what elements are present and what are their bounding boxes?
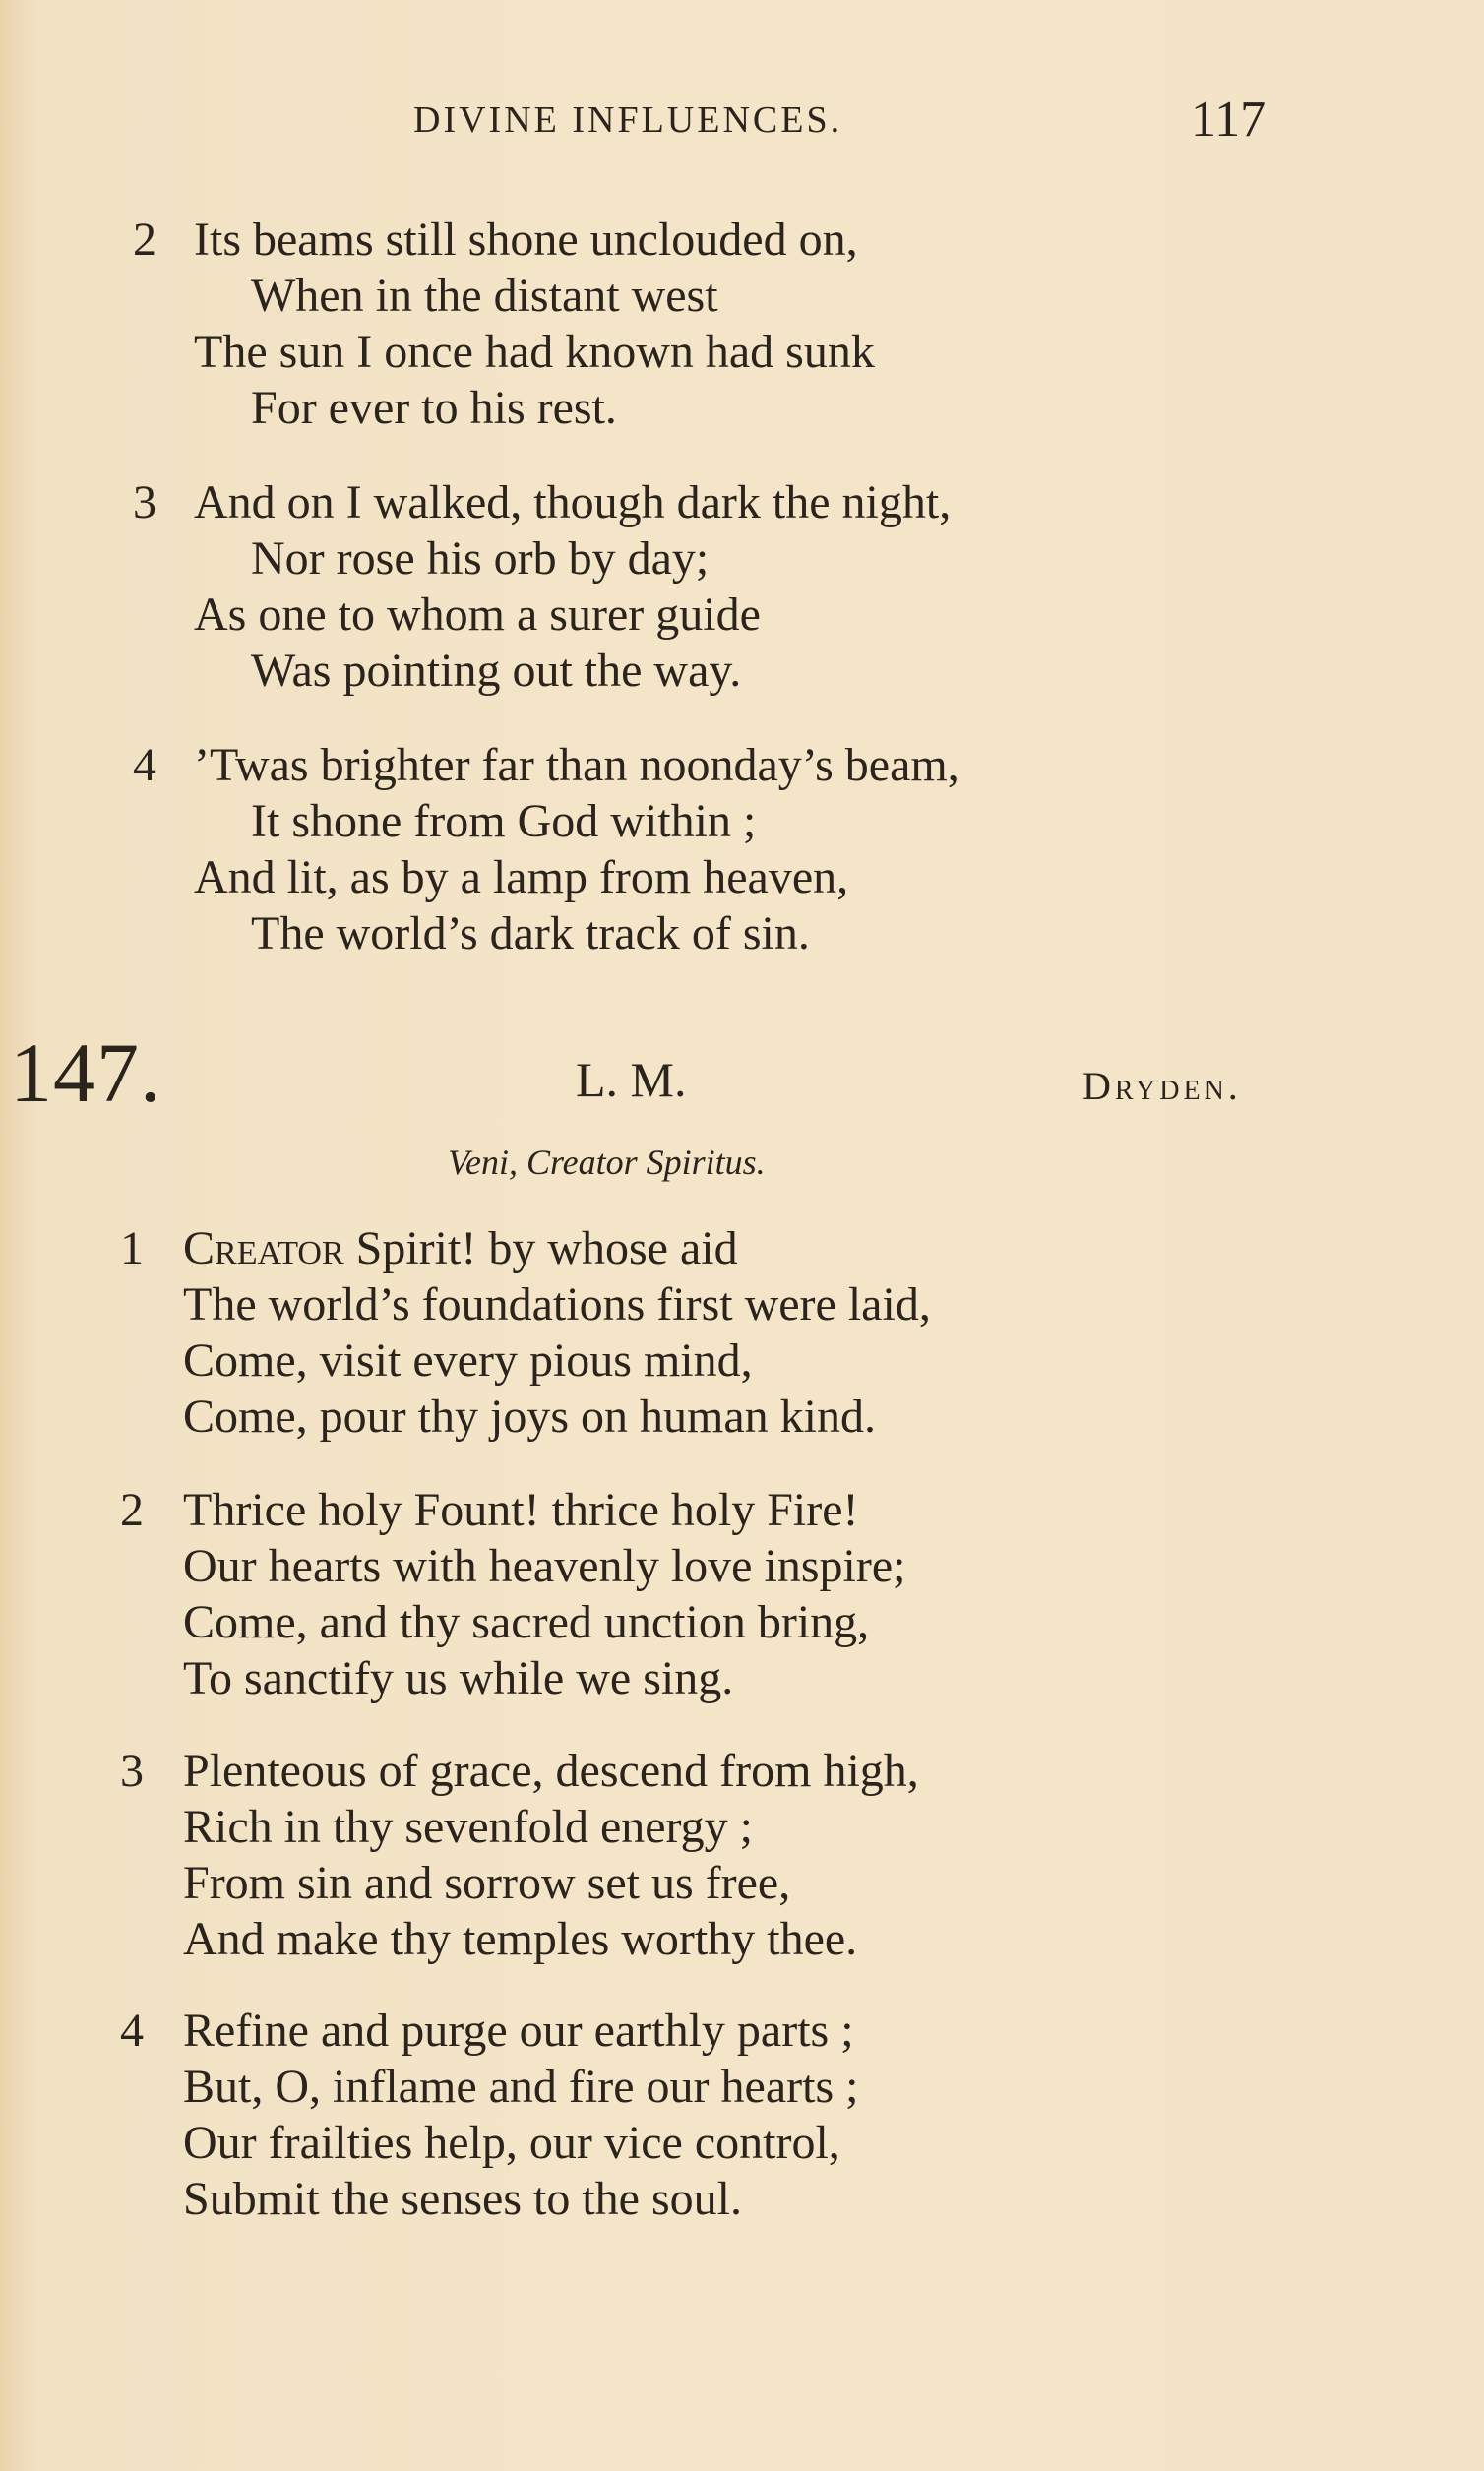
hymn-verse-2 — [120, 1482, 905, 1706]
verse-first-line-rest: Spirit! by whose aid — [343, 1222, 738, 1274]
verse-first-word: Creator — [183, 1222, 344, 1274]
verse-line: The sun I once had known had sunk — [194, 326, 875, 378]
verse-line: From sin and sorrow set us free, — [183, 1857, 791, 1909]
verse-number: 4 — [133, 739, 156, 791]
page-number: 117 — [1191, 92, 1267, 148]
verse-line: As one to whom a surer guide — [194, 588, 761, 641]
hymn-subtitle: Veni, Creator Spiritus. — [448, 1143, 766, 1182]
verse-line: Come, pour thy joys on human kind. — [183, 1390, 876, 1443]
verse-line: And on I walked, though dark the night, — [194, 476, 952, 528]
verse-line: Come, visit every pious mind, — [183, 1334, 753, 1387]
verse-line: Our hearts with heavenly love inspire; — [183, 1540, 906, 1592]
verse-number: 4 — [120, 2005, 144, 2057]
verse-line: Plenteous of grace, descend from high, — [183, 1745, 919, 1797]
prev-verse-4 — [133, 737, 959, 961]
hymn-verse-1 — [120, 1220, 931, 1445]
verse-line: And lit, as by a lamp from heaven, — [194, 851, 849, 903]
running-head: DIVINE INFLUENCES. — [413, 99, 843, 141]
verse-line: Come, and thy sacred unction bring, — [183, 1596, 870, 1648]
verse-line: Submit the senses to the soul. — [183, 2173, 742, 2225]
hymn-verse-4 — [120, 2003, 858, 2227]
hymn-number: 147. — [10, 1025, 162, 1120]
prev-verse-2 — [133, 212, 875, 436]
verse-line: But, O, inflame and fire our hearts ; — [183, 2061, 859, 2113]
verse-line: The world’s foundations first were laid, — [183, 1278, 931, 1330]
hymn-verse-3 — [120, 1743, 919, 1967]
verse-line: It shone from God within ; — [251, 795, 757, 847]
verse-line: Thrice holy Fount! thrice holy Fire! — [183, 1484, 859, 1536]
verse-line: Our frailties help, our vice control, — [183, 2117, 840, 2169]
verse-line: ’Twas brighter far than noonday’s beam, — [194, 739, 959, 791]
verse-line: The world’s dark track of sin. — [251, 907, 810, 959]
verse-number: 2 — [120, 1484, 144, 1536]
verse-number: 2 — [133, 214, 156, 266]
verse-line: Refine and purge our earthly parts ; — [183, 2005, 854, 2057]
verse-line: For ever to his rest. — [251, 382, 617, 434]
verse-line: Its beams still shone unclouded on, — [194, 214, 858, 266]
verse-line: To sanctify us while we sing. — [183, 1652, 734, 1704]
verse-number: 1 — [120, 1222, 144, 1274]
hymn-author: Dryden. — [1082, 1064, 1242, 1108]
verse-line: Was pointing out the way. — [251, 645, 742, 697]
hymn-meter: L. M. — [576, 1052, 687, 1107]
verse-line-first — [183, 1220, 931, 1276]
verse-number: 3 — [120, 1745, 144, 1797]
verse-line: Nor rose his orb by day; — [251, 532, 710, 585]
verse-line: And make thy temples worthy thee. — [183, 1913, 858, 1965]
prev-verse-3 — [133, 474, 951, 699]
verse-line: Rich in thy sevenfold energy ; — [183, 1801, 753, 1853]
verse-number: 3 — [133, 476, 156, 528]
verse-line: When in the distant west — [251, 270, 718, 322]
